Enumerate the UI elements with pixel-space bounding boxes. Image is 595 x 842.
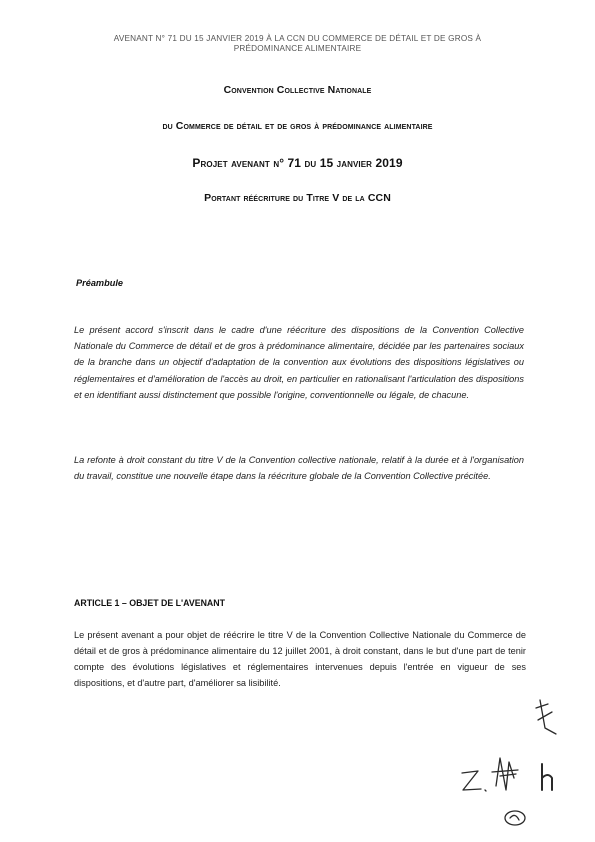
- title-projet-avenant: Projet avenant n° 71 du 15 janvier 2019: [192, 156, 403, 170]
- preamble-paragraph-2: La refonte à droit constant du titre V de la Convention collective nationale, relatif à la durée et à l'organisation du travail, constitue une nouvelle étape dans la réécriture globale de la Convention Collective précitée.: [74, 455, 524, 482]
- article-1-body: Le présent avenant a pour objet de réécrire le titre V de la Convention Collective Nationale du Commerce de détail et de gros à prédominance alimentaire du 12 juillet 2001, à droit constant, dans le but d'une part de tenir compte des évolutions législatives et réglementaires intervenues depuis l'entrée en vigueur de ses dispositions, et d'autre part, d'améliorer sa lisibilité.: [74, 630, 526, 688]
- title-reecriture: Portant réécriture du Titre V de la CCN: [204, 192, 391, 204]
- running-header-line1: AVENANT N° 71 DU 15 JANVIER 2019 À LA CCN DU COMMERCE DE DÉTAIL ET DE GROS À: [113, 34, 482, 43]
- preamble-paragraph-1: Le présent accord s'inscrit dans le cadre d'une réécriture des dispositions de la Convention Collective Nationale du Commerce de détail et de gros à prédominance alimentaire, décidée par les partenaires sociaux de la branche dans un objectif d'adaptation de la convention aux évolutions des dispositions législatives ou réglementaires et d'amélioration de l'accès au droit, en particulier en rationalisant l'articulation des dispositions et en identifiant aussi distinctement que possible l'origine, conventionnelle ou légale, de chacune.: [74, 325, 524, 400]
- running-header-line2: PRÉDOMINANCE ALIMENTAIRE: [233, 44, 362, 53]
- title-convention: Convention Collective Nationale: [223, 84, 372, 96]
- article-1-heading: ARTICLE 1 – OBJET DE L'AVENANT: [74, 598, 226, 608]
- title-commerce: du Commerce de détail et de gros à prédominance alimentaire: [162, 120, 433, 132]
- preamble-heading: Préambule: [76, 278, 123, 288]
- running-header: [60, 34, 535, 54]
